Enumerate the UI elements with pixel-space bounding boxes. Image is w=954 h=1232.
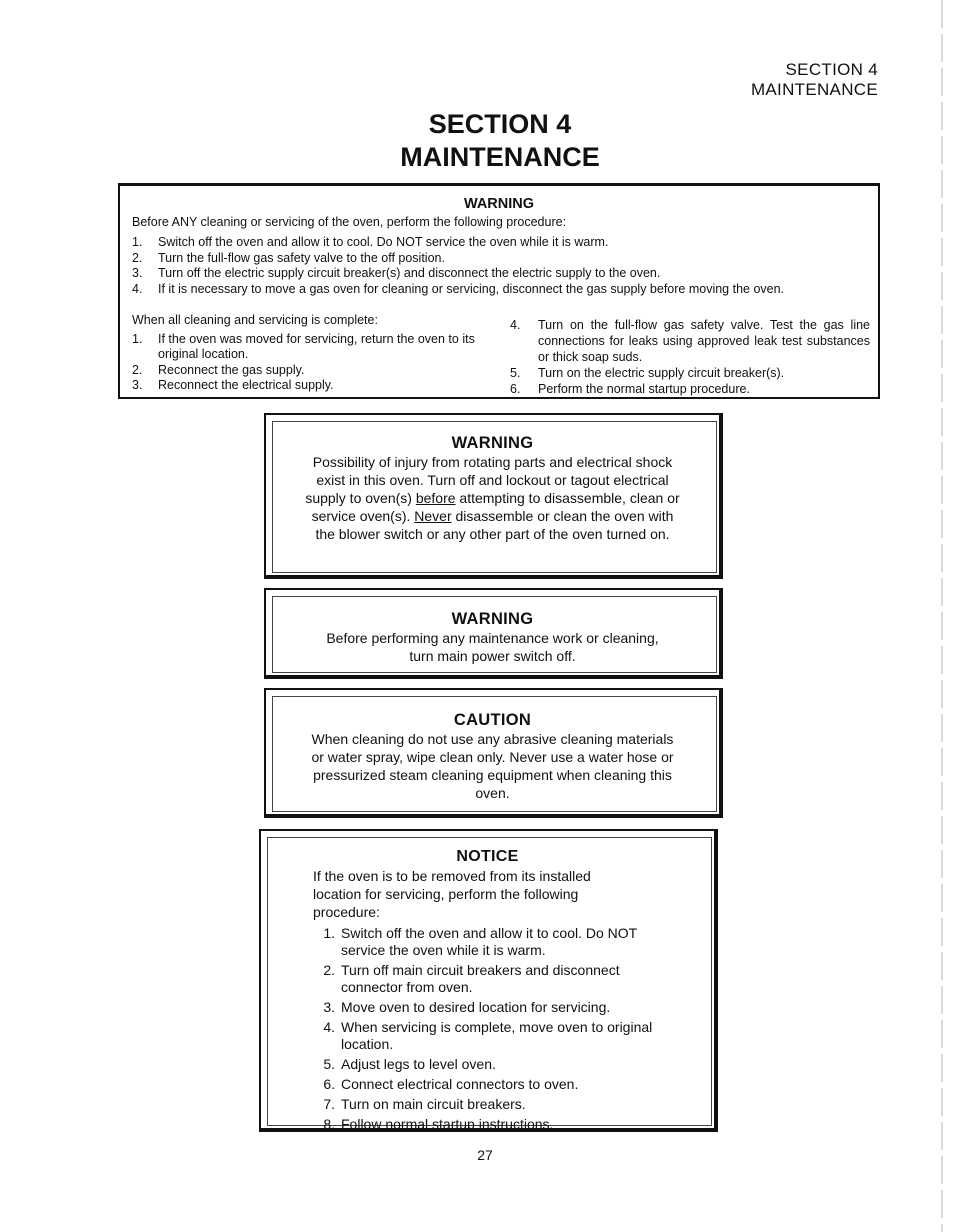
completion-lead: When all cleaning and servicing is complete: xyxy=(132,313,378,327)
notice-intro: If the oven is to be removed from its installed location for servicing, perform the following procedure: xyxy=(313,868,591,920)
warning-box-power-switch xyxy=(264,588,723,679)
list-item: 2. Turn the full-flow gas safety valve to the off position. xyxy=(132,250,445,265)
warning-text: Before performing any maintenance work or cleaning, turn main power switch off. xyxy=(326,630,659,664)
list-item: 3. Turn off the electric supply circuit breaker(s) and disconnect the electric supply to the oven. xyxy=(132,266,661,280)
procedure-steps-list xyxy=(132,235,872,297)
list-item: 4. If it is necessary to move a gas oven for cleaning or servicing, disconnect the gas supply before moving the oven. xyxy=(132,281,785,296)
list-item: 6. Connect electrical connectors to oven. xyxy=(323,1076,579,1092)
page-title xyxy=(300,108,700,174)
list-item: 4. When servicing is complete, move oven to original location. xyxy=(323,1019,653,1052)
list-item: 1. If the oven was moved for servicing, return the oven to its original location. xyxy=(132,331,475,361)
running-header-section: SECTION 4 xyxy=(785,60,878,79)
list-item: 1. Switch off the oven and allow it to cool. Do NOT service the oven while it is warm. xyxy=(323,925,637,958)
list-item: 2. Reconnect the gas supply. xyxy=(132,362,305,377)
list-item: 4. Turn on the full-flow gas safety valve. Test the gas line connections for leaks using approved leak test substances or thick soap suds. xyxy=(510,318,870,364)
list-item: 6. Perform the normal startup procedure. xyxy=(510,382,750,396)
warning-box-procedure xyxy=(118,183,880,399)
warning-intro: Before ANY cleaning or servicing of the oven, perform the following procedure: xyxy=(132,215,567,229)
caution-text: When cleaning do not use any abrasive cleaning materials or water spray, wipe clean only. Never use a water hose or pressurized steam cleaning equipment when cleaning this oven. xyxy=(311,731,674,801)
completion-steps-left xyxy=(132,313,492,394)
notice-steps-list xyxy=(311,925,664,1133)
running-header xyxy=(751,60,878,100)
warning-heading: WARNING xyxy=(451,434,534,452)
page-number: 27 xyxy=(477,1147,493,1163)
list-item: 5. Adjust legs to level oven. xyxy=(323,1056,496,1072)
notice-box xyxy=(259,829,718,1132)
list-item: 8. Follow normal startup instructions. xyxy=(323,1116,554,1132)
page-title-section: SECTION 4 xyxy=(428,109,572,139)
warning-box-rotating-parts xyxy=(264,413,723,579)
caution-heading: CAUTION xyxy=(453,711,532,729)
warning-heading: WARNING xyxy=(451,610,534,628)
caution-box xyxy=(264,688,723,818)
list-item: 3. Reconnect the electrical supply. xyxy=(132,378,334,392)
warning-text: Possibility of injury from rotating parts and electrical shock exist in this oven. Turn off and lockout or tagout electrical supply to oven(s) before attempting to disassemble, clean or service oven(s). Never disassemble or clean the oven with the blower switch or any other part of the oven turned on. xyxy=(305,454,680,542)
list-item: 2. Turn off main circuit breakers and disconnect connector from oven. xyxy=(323,962,620,995)
notice-heading: NOTICE xyxy=(456,848,519,865)
warning-heading: WARNING xyxy=(463,196,535,212)
list-item: 7. Turn on main circuit breakers. xyxy=(323,1096,526,1112)
running-header-title: MAINTENANCE xyxy=(750,80,878,99)
page-title-name: MAINTENANCE xyxy=(400,142,600,172)
completion-steps-right xyxy=(510,317,870,397)
page-edge-line xyxy=(941,0,943,1232)
list-item: 1. Switch off the oven and allow it to cool. Do NOT service the oven while it is warm. xyxy=(132,235,609,249)
list-item: 3. Move oven to desired location for servicing. xyxy=(323,999,611,1015)
list-item: 5. Turn on the electric supply circuit breaker(s). xyxy=(510,366,785,380)
